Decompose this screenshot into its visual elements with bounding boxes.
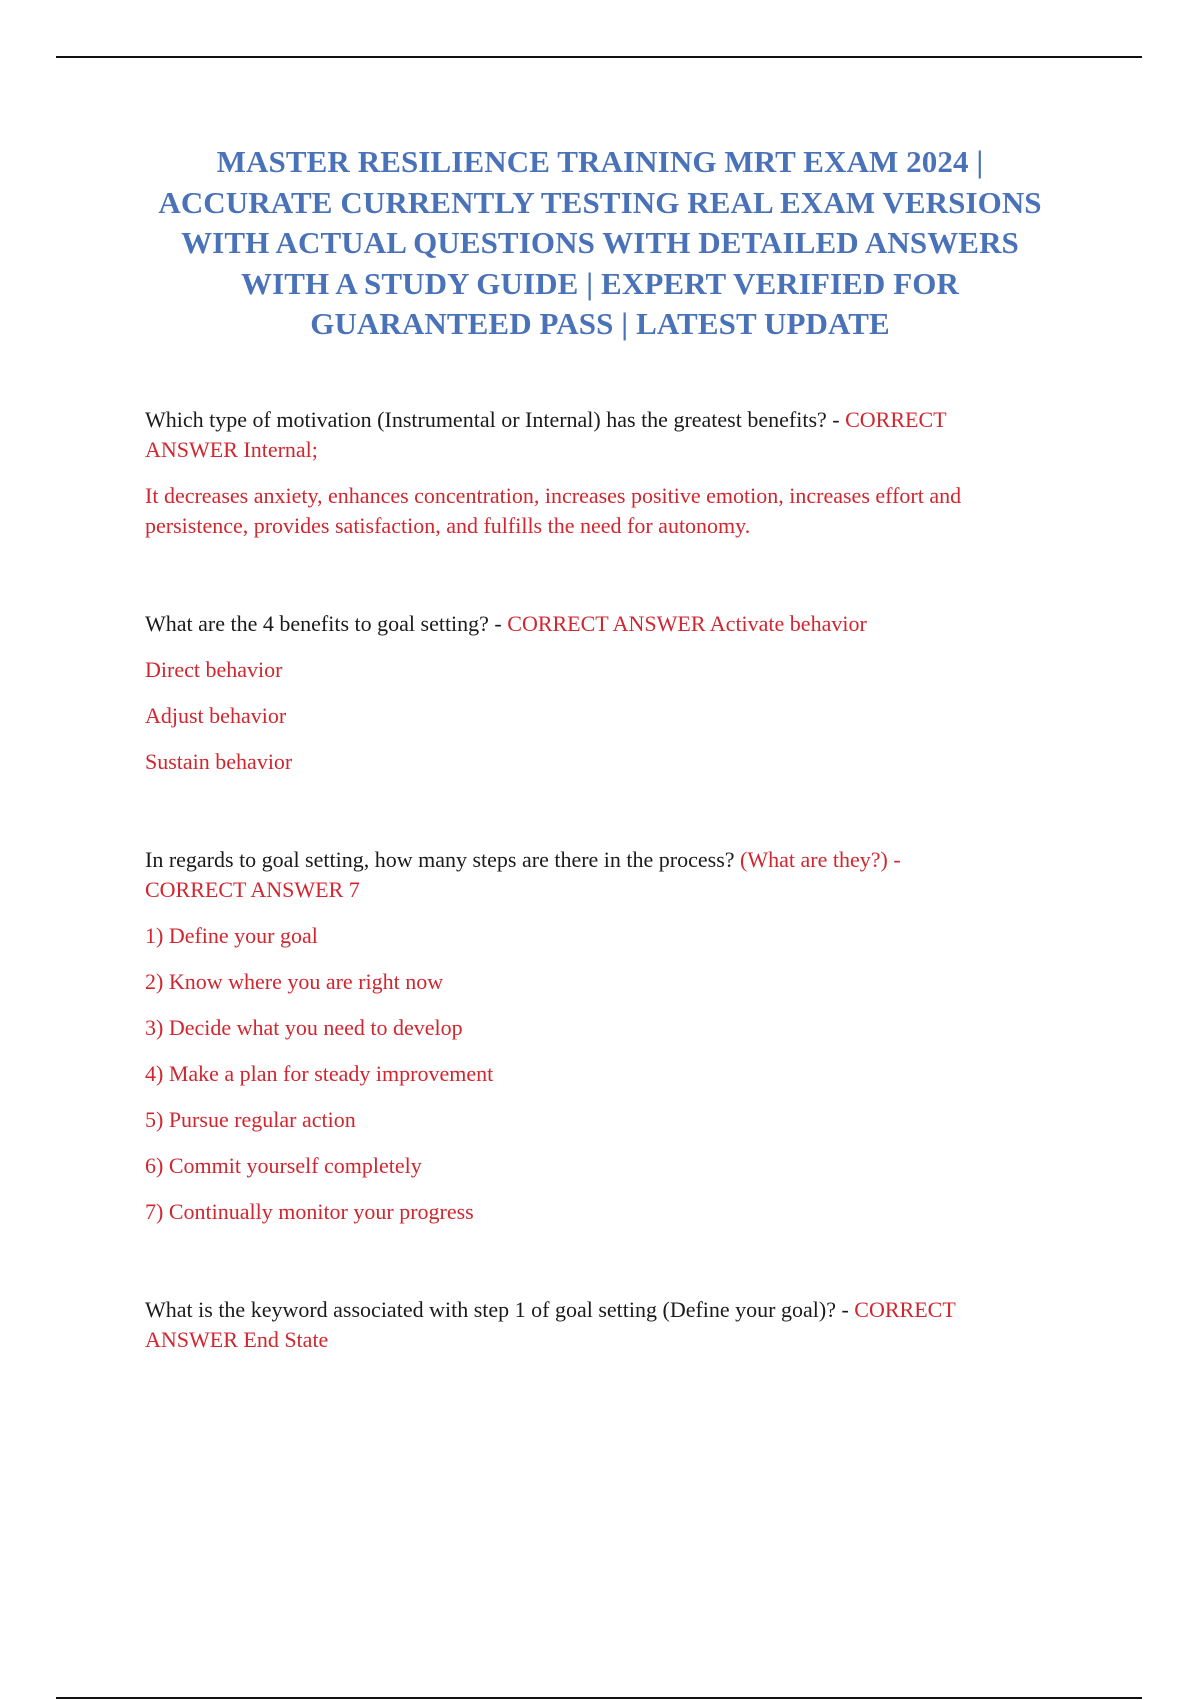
question-3: [145, 845, 1065, 875]
goal-step: 2) Know where you are right now: [145, 969, 444, 994]
answer-4-inline: CORRECT: [854, 1297, 956, 1322]
title-line-1: MASTER RESILIENCE TRAINING MRT EXAM 2024 |: [216, 144, 984, 179]
question-3-text: In regards to goal setting, how many steps are there in the process?: [145, 847, 741, 872]
answer-2-inline: CORRECT ANSWER Activate behavior: [507, 611, 867, 636]
top-rule: [56, 56, 1142, 58]
question-3-red-text: (What are they?) -: [740, 847, 901, 872]
document-body: [145, 405, 1065, 1355]
answer-1: ANSWER Internal;: [145, 437, 318, 462]
goal-step: 1) Define your goal: [145, 923, 318, 948]
bottom-rule: [56, 1697, 1142, 1699]
answer-2-item: Sustain behavior: [145, 749, 293, 774]
answer-2-item: Direct behavior: [145, 657, 283, 682]
explanation-line-1: It decreases anxiety, enhances concentration, increases positive emotion, increases effort and: [145, 483, 962, 508]
goal-step: 6) Commit yourself completely: [145, 1153, 422, 1178]
answer-1-inline: CORRECT: [845, 407, 947, 432]
document-title: [120, 142, 1080, 345]
question-block-3: [145, 845, 1065, 1227]
explanation-line-2: persistence, provides satisfaction, and fulfills the need for autonomy.: [145, 513, 751, 538]
title-line-5: GUARANTEED PASS | LATEST UPDATE: [310, 306, 890, 341]
title-line-3: WITH ACTUAL QUESTIONS WITH DETAILED ANSWERS: [181, 225, 1019, 260]
question-block-4: [145, 1295, 1065, 1355]
question-4: [145, 1295, 1065, 1325]
goal-step: 4) Make a plan for steady improvement: [145, 1061, 494, 1086]
question-2: [145, 609, 1065, 639]
question-4-text: What is the keyword associated with step 1 of goal setting (Define your goal)? -: [145, 1297, 855, 1322]
title-line-4: WITH A STUDY GUIDE | EXPERT VERIFIED FOR: [241, 265, 959, 301]
goal-step: 7) Continually monitor your progress: [145, 1199, 474, 1224]
goal-step: 5) Pursue regular action: [145, 1107, 356, 1132]
answer-3: CORRECT ANSWER 7: [145, 877, 360, 902]
title-line-2: ACCURATE CURRENTLY TESTING REAL EXAM VERSIONS: [158, 184, 1042, 220]
question-block-2: [145, 609, 1065, 777]
goal-step: 3) Decide what you need to develop: [145, 1015, 463, 1040]
question-2-text: What are the 4 benefits to goal setting? -: [145, 611, 508, 636]
question-1-text: Which type of motivation (Instrumental or Internal) has the greatest benefits? -: [145, 407, 846, 432]
answer-1-explanation: [145, 481, 1065, 541]
question-block-1: [145, 405, 1065, 541]
answer-4: ANSWER End State: [145, 1327, 329, 1352]
answer-2-item: Adjust behavior: [145, 703, 287, 728]
question-1: [145, 405, 1065, 435]
